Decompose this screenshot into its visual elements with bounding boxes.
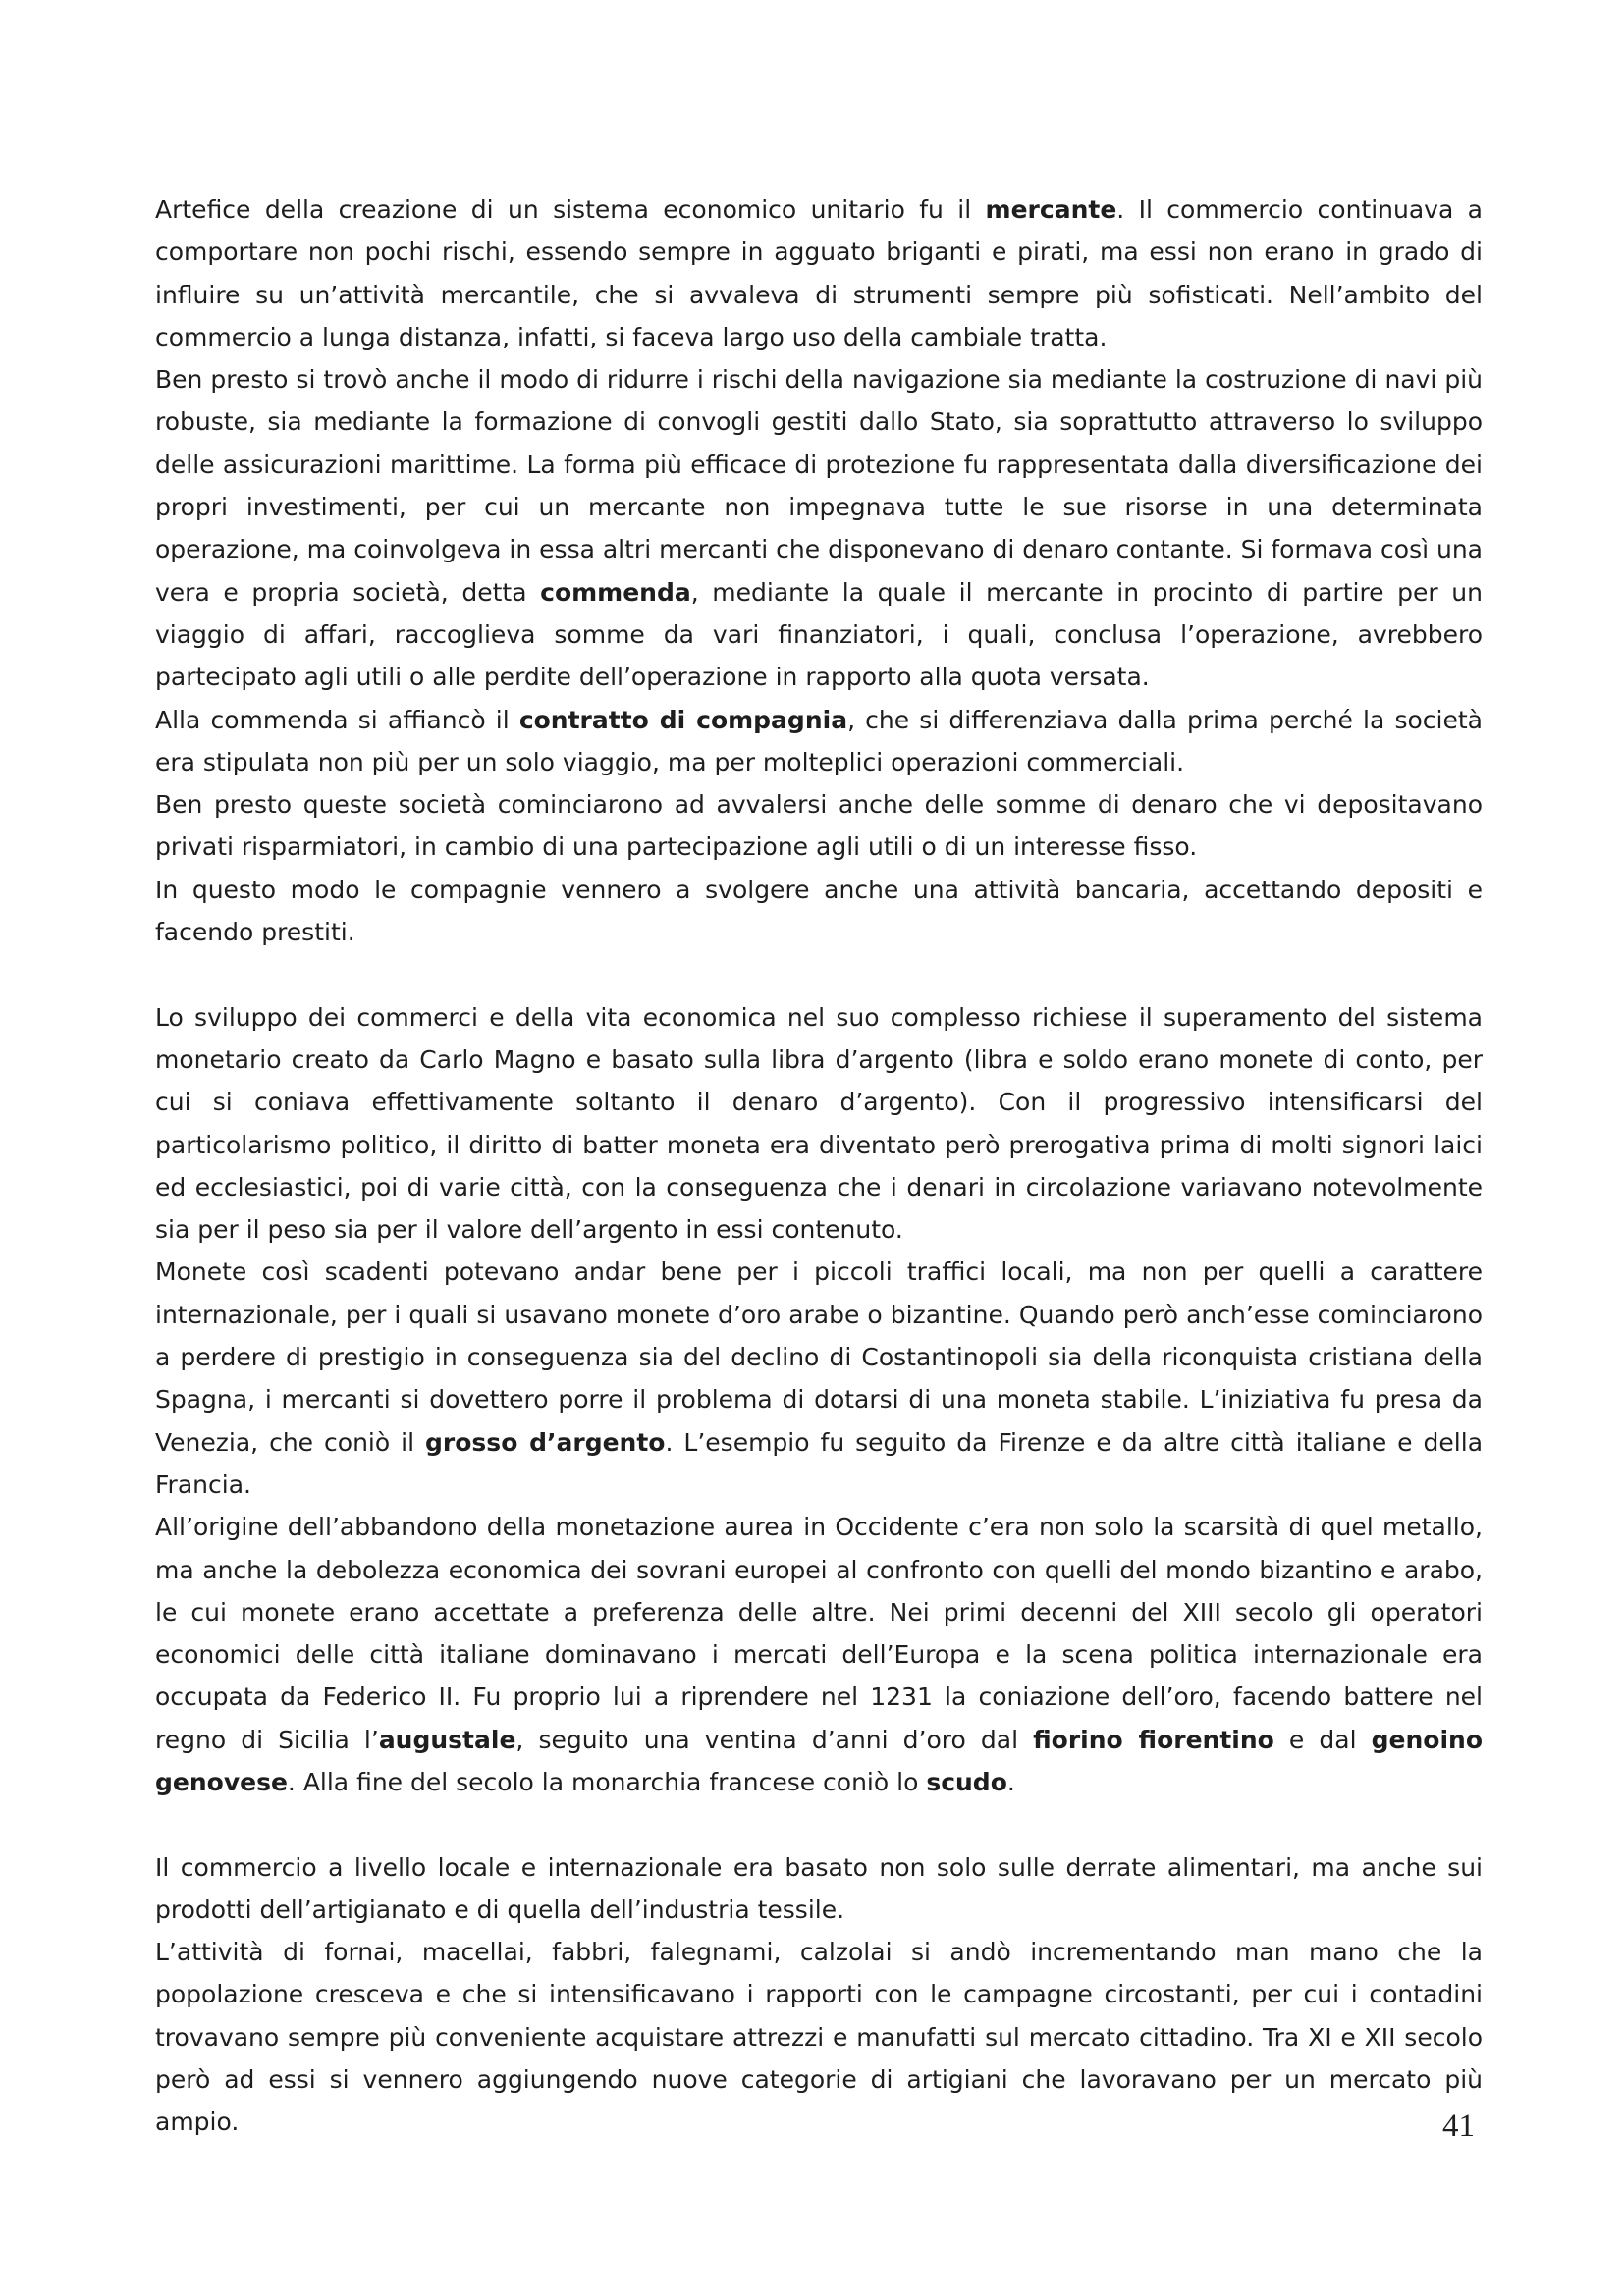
paragraph <box>155 699 1483 784</box>
bold-term: scudo <box>926 1767 1007 1796</box>
text-run: , seguito una ventina d’anni d’oro dal <box>515 1725 1034 1754</box>
text-run: , che si differenziava dalla prima perché la società era stipulata non più per un solo viaggio, ma per molteplici operazioni commerciali. <box>155 705 1483 776</box>
text-run: Ben presto queste società cominciarono ad avvalersi anche delle somme di denaro che vi depositavano privati risparmiatori, in cambio di una partecipazione agli utili o di un interesse fisso. <box>155 790 1483 862</box>
text-run: . <box>1006 1767 1015 1796</box>
bold-term: fiorino fiorentino <box>1033 1725 1274 1754</box>
paragraph <box>155 1846 1483 1932</box>
bold-term: augustale <box>378 1725 516 1754</box>
text-run: . Alla fine del secolo la monarchia francese coniò lo <box>287 1767 927 1796</box>
text-run: . Il commercio continuava a comportare non pochi rischi, essendo sempre in agguato briganti e pirati, ma essi non erano in grado di influire su un’attività mercantile, che si avvaleva di strumenti sempre più sofisticati. Nell’ambito del commercio a lunga distanza, infatti, si faceva largo uso della cambiale tratta. <box>155 195 1483 351</box>
paragraph <box>155 188 1483 358</box>
paragraph <box>155 996 1483 1252</box>
text-run: , mediante la quale il mercante in procinto di partire per un viaggio di affari, raccoglieva somme da vari finanziatori, i quali, conclusa l’operazione, avrebbero partecipato agli utili o alle perdite dell’operazione in rapporto alla quota versata. <box>155 577 1483 692</box>
paragraph <box>155 358 1483 698</box>
bold-term: genoino genovese <box>155 1725 1483 1796</box>
bold-term: contratto di compagnia <box>518 705 848 734</box>
page-number: 41 <box>1442 2109 1475 2144</box>
text-run: Monete così scadenti potevano andar bene per i piccoli traffici locali, ma non per quelli a carattere internazionale, per i quali si usavano monete d’oro arabe o bizantine. Quando però anch’esse cominciarono a perdere di prestigio in conseguenza sia del declino di Costantinopoli sia della riconquista cristiana della Spagna, i mercanti si dovettero porre il problema di dotarsi di una moneta stabile. L’iniziativa fu presa da Venezia, che coniò il <box>155 1257 1483 1457</box>
paragraph <box>155 1251 1483 1506</box>
bold-term: commenda <box>540 577 691 607</box>
text-run: . L’esempio fu seguito da Firenze e da altre città italiane e della Francia. <box>155 1427 1484 1499</box>
paragraph-gap <box>155 1803 1483 1845</box>
paragraph <box>155 1931 1483 2143</box>
bold-term: mercante <box>985 195 1117 224</box>
text-run: Il commercio a livello locale e internazionale era basato non solo sulle derrate alimentari, ma anche sui prodotti dell’artigianato e di quella dell’industria tessile. <box>155 1852 1483 1924</box>
paragraph <box>155 1506 1483 1803</box>
paragraph <box>155 783 1483 869</box>
text-run: All’origine dell’abbandono della monetazione aurea in Occidente c’era non solo la scarsità di quel metallo, ma anche la debolezza economica dei sovrani europei al confronto con quelli del mondo bizantino e arabo, le cui monete erano accettate a preferenza delle altre. Nei primi decenni del XIII secolo gli operatori economici delle città italiane dominavano i mercati dell’Europa e la scena politica internazionale era occupata da Federico II. Fu proprio lui a riprendere nel 1231 la coniazione dell’oro, facendo battere nel regno di Sicilia l’ <box>155 1513 1483 1754</box>
text-run: e dal <box>1273 1725 1372 1754</box>
text-run: Ben presto si trovò anche il modo di ridurre i rischi della navigazione sia mediante la costruzione di navi più robuste, sia mediante la formazione di convogli gestiti dallo Stato, sia soprattutto attraverso lo sviluppo delle assicurazioni marittime. La forma più efficace di protezione fu rappresentata dalla diversificazione dei propri investimenti, per cui un mercante non impegnava tutte le sue risorse in una determinata operazione, ma coinvolgeva in essa altri mercanti che disponevano di denaro contante. Si formava così una vera e propria società, detta <box>155 365 1483 607</box>
paragraph-gap <box>155 953 1483 995</box>
paragraph <box>155 869 1483 954</box>
bold-term: grosso d’argento <box>425 1427 666 1457</box>
text-run: Artefice della creazione di un sistema economico unitario fu il <box>155 195 986 224</box>
text-run: In questo modo le compagnie vennero a svolgere anche una attività bancaria, accettando depositi e facendo prestiti. <box>155 875 1483 947</box>
text-run: Lo sviluppo dei commerci e della vita economica nel suo complesso richiese il superamento del sistema monetario creato da Carlo Magno e basato sulla libra d’argento (libra e soldo erano monete di conto, per cui si coniava effettivamente soltanto il denaro d’argento). Con il progressivo intensificarsi del particolarismo politico, il diritto di batter moneta era diventato però prerogativa prima di molti signori laici ed ecclesiastici, poi di varie città, con la conseguenza che i denari in circolazione variavano notevolmente sia per il peso sia per il valore dell’argento in essi contenuto. <box>155 1002 1483 1245</box>
text-run: L’attività di fornai, macellai, fabbri, falegnami, calzolai si andò incrementando man mano che la popolazione cresceva e che si intensificavano i rapporti con le campagne circostanti, per cui i contadini trovavano sempre più conveniente acquistare attrezzi e manufatti sul mercato cittadino. Tra XI e XII secolo però ad essi si vennero aggiungendo nuove categorie di artigiani che lavoravano per un mercato più ampio. <box>155 1938 1483 2137</box>
text-run: Alla commenda si affiancò il <box>155 705 519 734</box>
document-body <box>155 188 1483 2144</box>
